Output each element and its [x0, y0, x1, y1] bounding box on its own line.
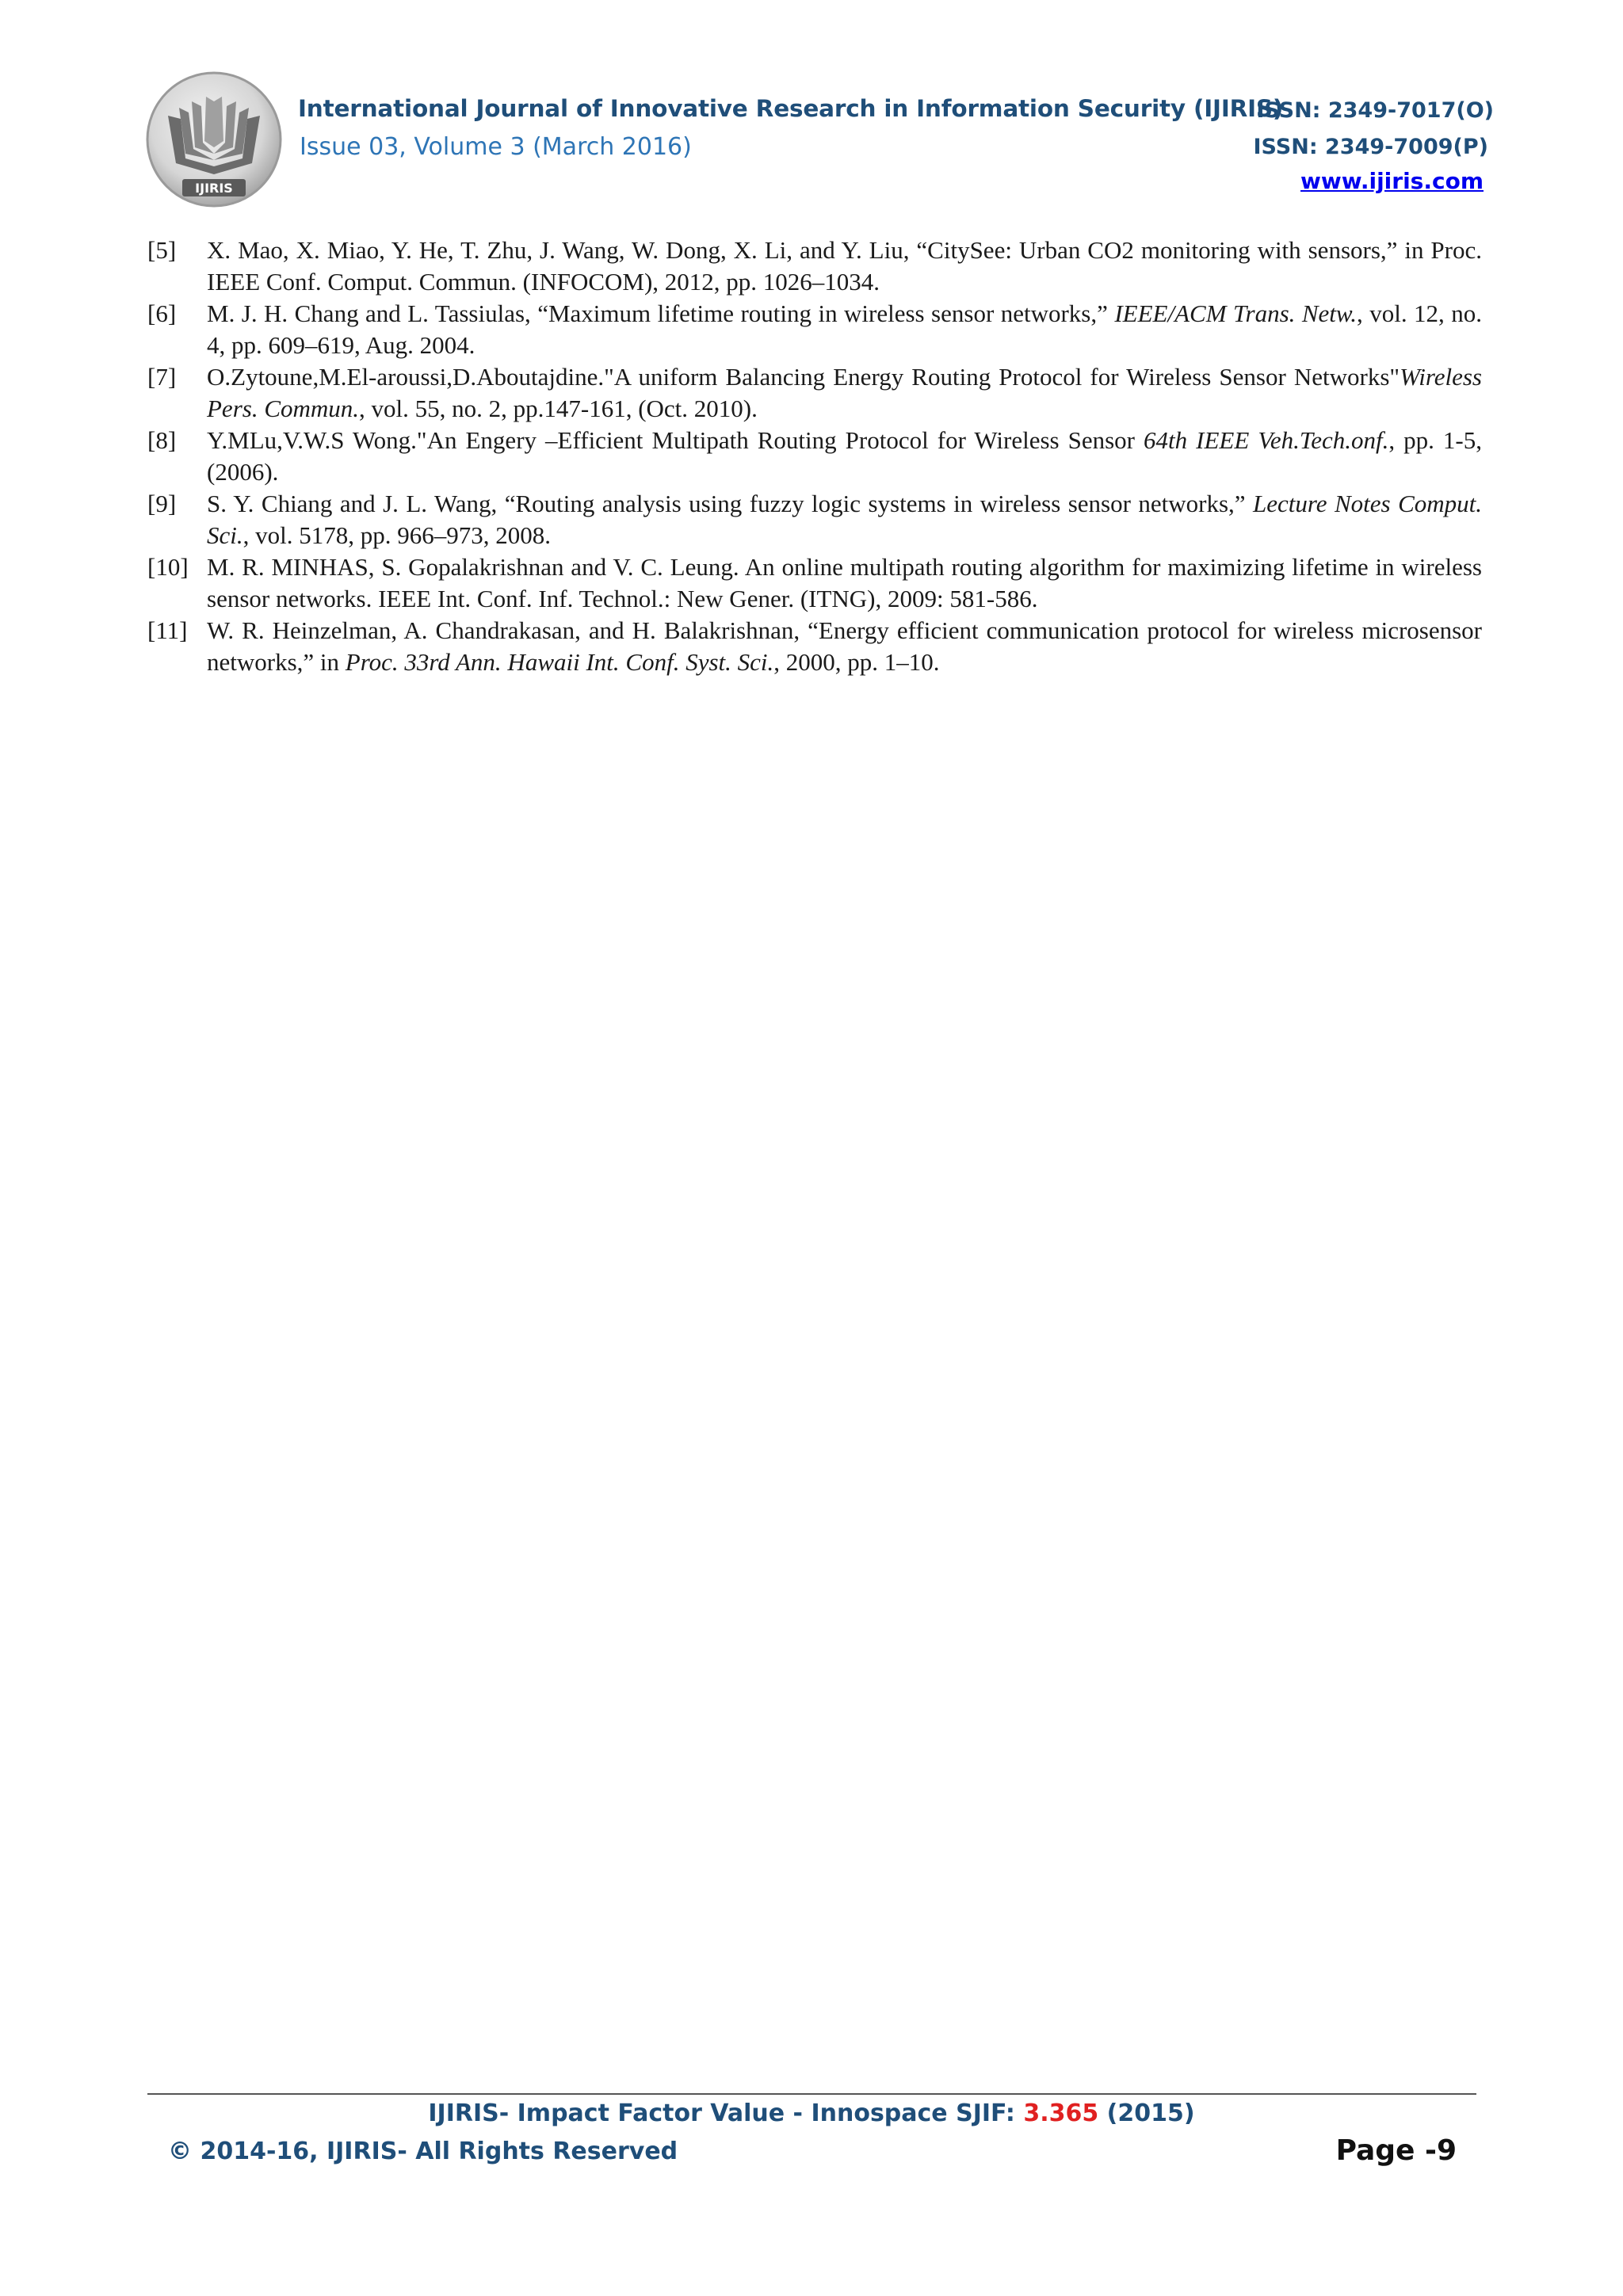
reference-segment: , vol. 5178, pp. 966–973, 2008. [242, 521, 551, 549]
reference-number: [7] [147, 363, 177, 391]
issn-online: ISSN: 2349-7017(O) [1256, 98, 1494, 123]
page-header [0, 0, 1623, 222]
reference-number: [9] [147, 490, 177, 517]
reference-venue: Proc. 33rd Ann. Hawaii Int. Conf. Syst. Sci. [345, 648, 774, 676]
reference-segment: S. Y. Chiang and J. L. Wang, “Routing analysis using fuzzy logic systems in wireless sensor networks,” [207, 490, 1253, 517]
reference-segment: M. J. H. Chang and L. Tassiulas, “Maximum lifetime routing in wireless sensor networks,” [207, 299, 1115, 327]
reference-text [207, 425, 1482, 488]
reference-text [207, 361, 1482, 425]
reference-segment: , vol. 12, no. 4, pp. 609–619, Aug. 2004. [207, 299, 1482, 359]
reference-number: [6] [147, 299, 177, 327]
journal-issue: Issue 03, Volume 3 (March 2016) [300, 133, 692, 161]
reference-segment: Y.MLu,V.W.S Wong."An Engery –Efficient Multipath Routing Protocol for Wireless Sensor [207, 426, 1144, 454]
journal-title: International Journal of Innovative Research in Information Security (IJIRIS) [298, 95, 1284, 122]
reference-text [207, 298, 1482, 361]
copyright-text: © 2014-16, IJIRIS- All Rights Reserved [168, 2138, 678, 2165]
reference-segment: , 2000, pp. 1–10. [773, 648, 940, 676]
reference-number: [5] [147, 236, 177, 264]
reference-text [207, 488, 1482, 551]
reference-segment: M. R. MINHAS, S. Gopalakrishnan and V. C. Leung. An online multipath routing algorithm for maximizing lifetime in wireless sensor networks. IEEE Int. Conf. Inf. Technol.: New Gener. (ITNG), 2009: 581-586. [207, 553, 1482, 612]
reference-list [147, 235, 1482, 678]
journal-url-link[interactable]: www.ijiris.com [1300, 168, 1484, 194]
reference-segment: O.Zytoune,M.El-aroussi,D.Aboutajdine."A uniform Balancing Energy Routing Protocol for Wireless Sensor Networks" [207, 363, 1400, 391]
reference-venue: IEEE/ACM Trans. Netw. [1114, 299, 1358, 327]
reference-text [207, 235, 1482, 298]
reference-item [147, 361, 1482, 425]
issn-print: ISSN: 2349-7009(P) [1253, 135, 1488, 159]
reference-text [207, 551, 1482, 615]
reference-venue: Lecture Notes Comput. Sci. [207, 490, 1482, 549]
reference-segment: , pp. 1-5, (2006). [207, 426, 1483, 486]
ijiris-logo-icon [144, 70, 284, 209]
impact-value: 3.365 [1023, 2100, 1099, 2127]
reference-item [147, 488, 1482, 551]
logo-text: IJIRIS [195, 181, 233, 196]
impact-prefix: IJIRIS- Impact Factor Value - Innospace SJIF: [428, 2100, 1024, 2127]
reference-item [147, 425, 1482, 488]
reference-venue: Wireless Pers. Commun. [207, 363, 1482, 422]
reference-segment: , vol. 55, no. 2, pp.147-161, (Oct. 2010). [359, 395, 758, 422]
reference-item [147, 298, 1482, 361]
footer-divider [147, 2093, 1476, 2095]
reference-venue: 64th IEEE Veh.Tech.onf. [1144, 426, 1389, 454]
reference-item [147, 551, 1482, 615]
reference-number: [10] [147, 553, 189, 581]
reference-segment: X. Mao, X. Miao, Y. He, T. Zhu, J. Wang, W. Dong, X. Li, and Y. Liu, “CitySee: Urban CO2 monitoring with sensors,” in Proc. IEEE Conf. Comput. Commun. (INFOCOM), 2012, pp. 1026–1034. [207, 236, 1482, 296]
reference-item [147, 235, 1482, 298]
impact-suffix: (2015) [1098, 2100, 1195, 2127]
reference-segment: W. R. Heinzelman, A. Chandrakasan, and H. Balakrishnan, “Energy efficient communication protocol for wireless microsensor networks,” in [207, 616, 1482, 676]
page-number: Page -9 [1335, 2134, 1457, 2167]
reference-item [147, 615, 1482, 678]
reference-text [207, 615, 1482, 678]
reference-number: [8] [147, 426, 177, 454]
impact-factor-line [0, 2100, 1623, 2127]
reference-number: [11] [147, 616, 188, 644]
